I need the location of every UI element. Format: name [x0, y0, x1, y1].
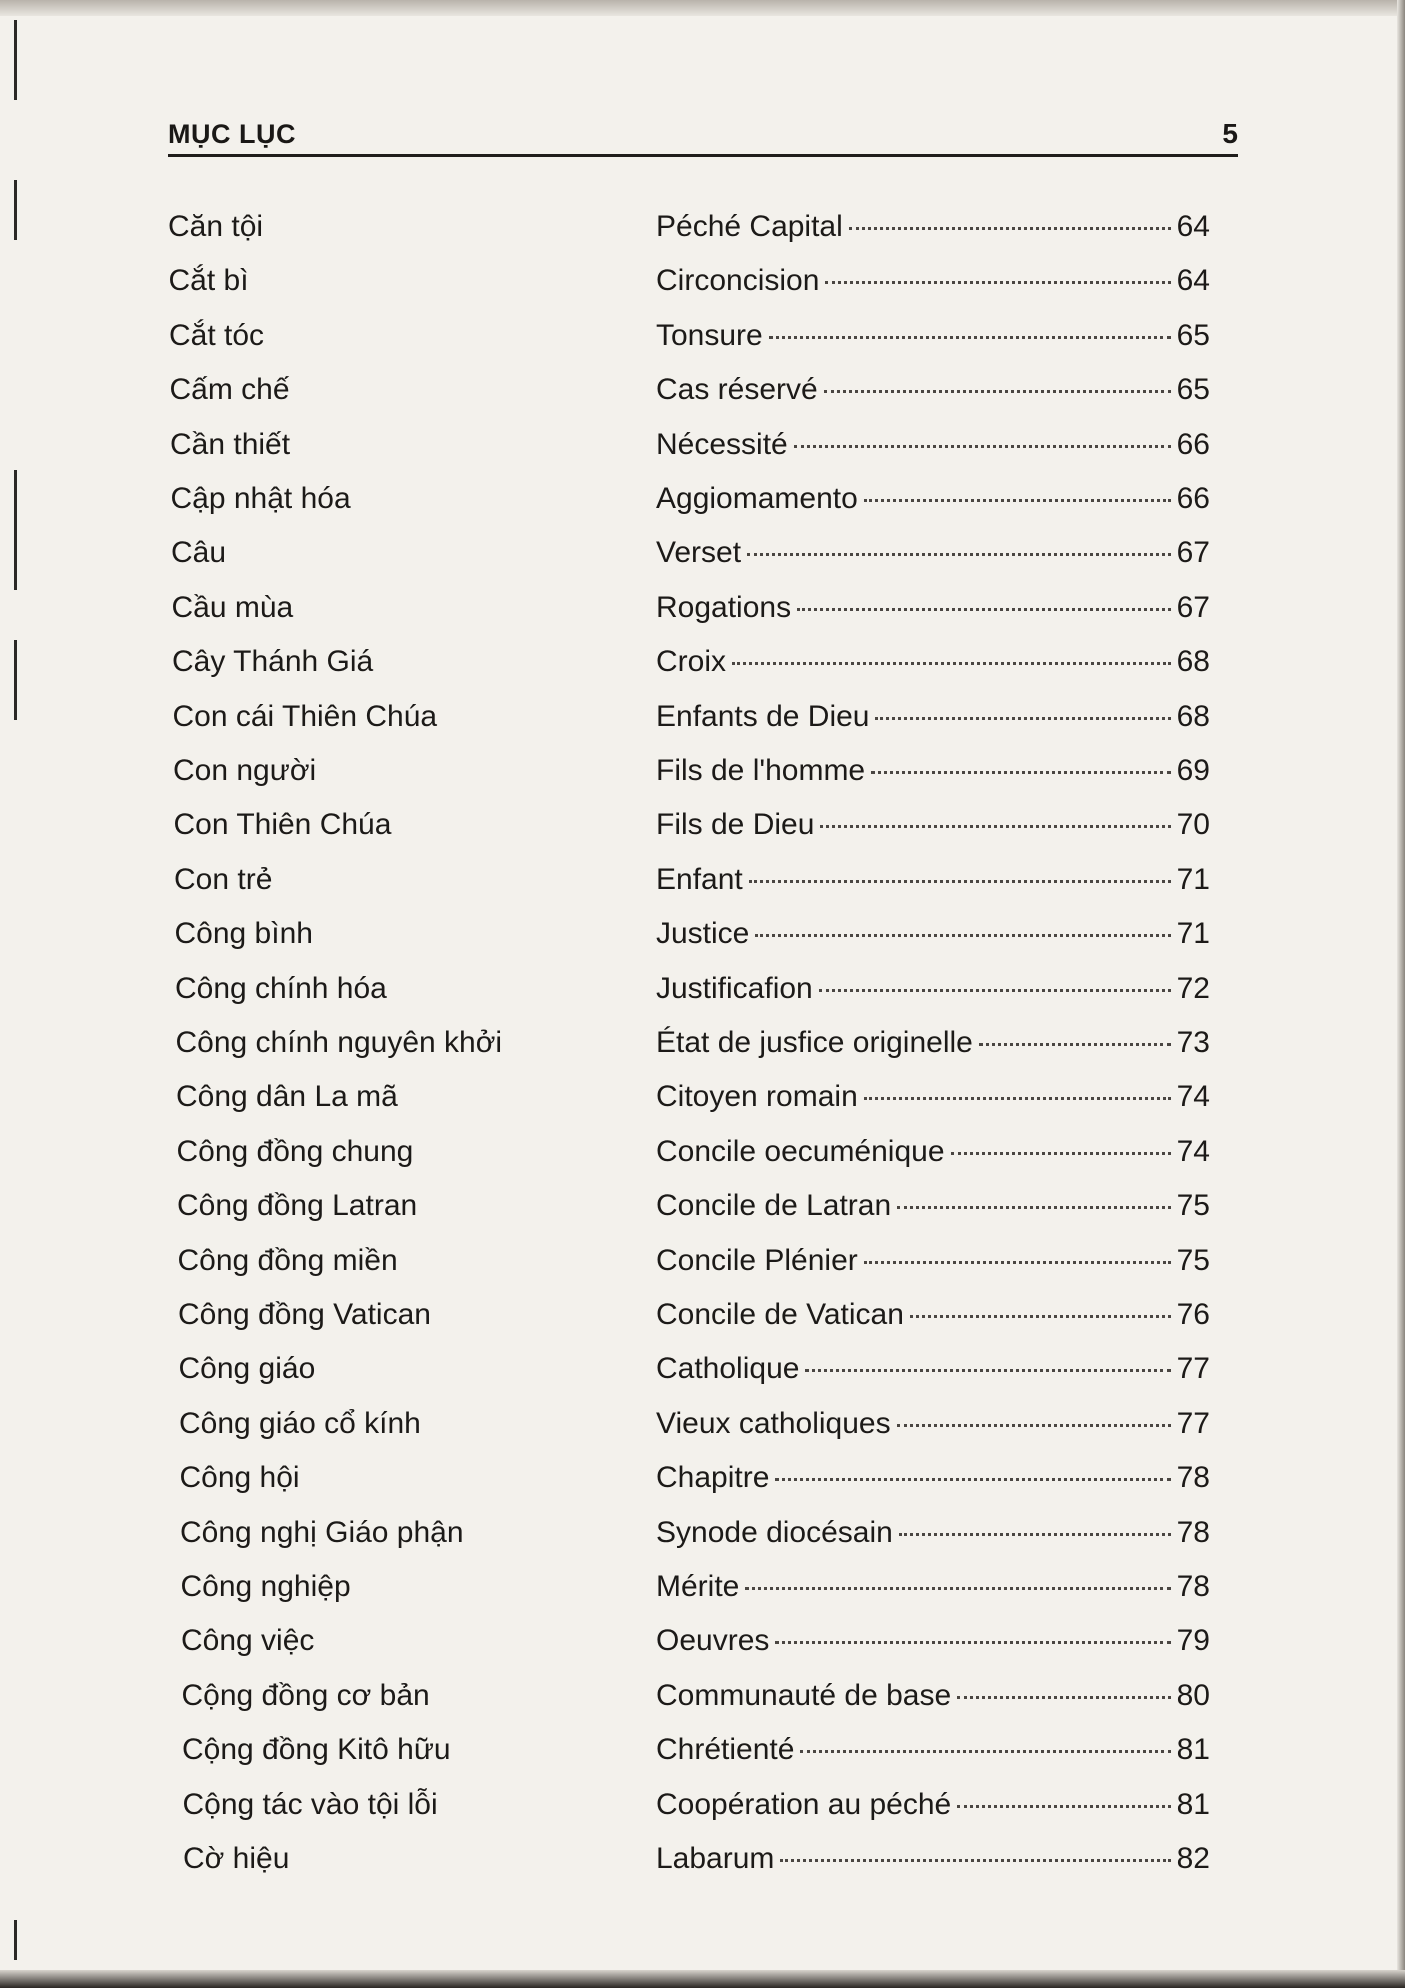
vietnamese-term: Công hội [179, 1461, 300, 1495]
dot-leader [979, 1043, 1171, 1046]
page-ref: 78 [1176, 1515, 1210, 1549]
toc-row [0, 1026, 1405, 1066]
dot-leader [957, 1696, 1170, 1699]
french-entry [656, 972, 1210, 1006]
toc-row [0, 1788, 1405, 1828]
toc-row [0, 428, 1405, 468]
french-term: Justificafion [656, 971, 813, 1005]
dot-leader [897, 1206, 1170, 1209]
page-ref: 65 [1176, 373, 1210, 407]
dot-leader [819, 989, 1171, 992]
french-entry [656, 1624, 1210, 1658]
dot-leader [794, 445, 1171, 448]
french-term: Mérite [656, 1570, 740, 1603]
vietnamese-term: Cộng tác vào tội lỗi [182, 1787, 438, 1821]
toc-row [0, 1352, 1405, 1392]
dot-leader [805, 1369, 1170, 1372]
page-ref: 80 [1176, 1678, 1210, 1712]
vietnamese-term: Con người [173, 754, 317, 787]
page-ref: 74 [1176, 1080, 1210, 1114]
page-ref: 65 [1176, 318, 1210, 352]
toc-row [0, 210, 1405, 250]
page-ref: 78 [1176, 1570, 1210, 1603]
french-term: Fils de l'homme [656, 754, 866, 787]
toc-row [0, 808, 1405, 848]
dot-leader [864, 499, 1171, 502]
vietnamese-term: Công dân La mã [176, 1080, 398, 1114]
french-term: Concile Plénier [656, 1243, 858, 1277]
french-entry [656, 1135, 1210, 1169]
french-term: Justice [656, 917, 750, 951]
french-entry [656, 373, 1210, 407]
page-ref: 76 [1176, 1298, 1210, 1331]
french-entry [656, 482, 1210, 516]
page-ref: 71 [1176, 917, 1210, 951]
french-term: Verset [656, 536, 742, 570]
french-term: Enfant [656, 862, 743, 896]
dot-leader [797, 608, 1171, 611]
toc-row [0, 917, 1405, 957]
page-ref: 72 [1176, 971, 1210, 1005]
toc-row [0, 1298, 1405, 1338]
french-term: Concile de Vatican [656, 1298, 904, 1331]
vietnamese-term: Cần thiết [170, 427, 291, 461]
vietnamese-term: Công chính hóa [175, 971, 387, 1005]
french-term: Vieux catholiques [656, 1406, 891, 1440]
toc-row [0, 1570, 1405, 1610]
page-ref: 69 [1176, 754, 1210, 787]
french-entry [656, 536, 1210, 570]
toc-row [0, 319, 1405, 359]
french-entry [656, 863, 1210, 897]
french-entry [656, 1733, 1210, 1767]
dot-leader [910, 1315, 1171, 1318]
french-term: Citoyen romain [656, 1080, 858, 1114]
page-ref: 75 [1176, 1243, 1210, 1277]
vietnamese-term: Công việc [181, 1624, 315, 1658]
french-term: Aggiomamento [656, 482, 858, 515]
dot-leader [747, 553, 1171, 556]
vietnamese-term: Con trẻ [174, 862, 273, 896]
vietnamese-term: Căn tội [168, 210, 264, 243]
dot-leader [820, 825, 1170, 828]
french-entry [656, 1352, 1210, 1386]
french-entry [656, 1842, 1210, 1876]
vietnamese-term: Cộng đồng cơ bản [181, 1678, 430, 1712]
toc-row [0, 700, 1405, 740]
page-ref: 64 [1176, 210, 1210, 243]
dot-leader [775, 1478, 1170, 1481]
toc-row [0, 373, 1405, 413]
french-entry [656, 808, 1210, 842]
page-ref: 81 [1176, 1787, 1210, 1821]
page-bottom-edge [0, 1970, 1405, 1988]
binding-line [14, 20, 17, 100]
french-entry [656, 1570, 1210, 1604]
page-ref: 68 [1176, 699, 1210, 733]
page-ref: 66 [1176, 427, 1210, 461]
french-term: Concile de Latran [656, 1189, 892, 1223]
french-entry [656, 1189, 1210, 1223]
french-entry [656, 1461, 1210, 1495]
dot-leader [825, 281, 1170, 284]
dot-leader [769, 336, 1171, 339]
page-ref: 82 [1176, 1842, 1210, 1875]
french-entry [656, 1407, 1210, 1441]
french-entry [656, 1679, 1210, 1713]
page-ref: 67 [1176, 590, 1210, 624]
toc-row [0, 1407, 1405, 1447]
french-entry [656, 1080, 1210, 1114]
toc-row [0, 972, 1405, 1012]
dot-leader [800, 1750, 1170, 1753]
french-term: Chapitre [656, 1461, 770, 1495]
page-ref: 79 [1176, 1624, 1210, 1658]
vietnamese-term: Con cái Thiên Chúa [172, 699, 438, 733]
dot-leader [824, 390, 1171, 393]
french-term: Fils de Dieu [656, 808, 815, 842]
dot-leader [745, 1587, 1170, 1590]
french-entry [656, 645, 1210, 679]
dot-leader [849, 227, 1171, 230]
dot-leader [780, 1859, 1170, 1862]
dot-leader [875, 717, 1170, 720]
vietnamese-term: Cập nhật hóa [170, 482, 351, 515]
toc-row [0, 1244, 1405, 1284]
french-term: Nécessité [656, 427, 788, 461]
french-term: Chrétienté [656, 1733, 795, 1767]
page-ref: 81 [1176, 1733, 1210, 1767]
french-entry [656, 428, 1210, 462]
french-term: Péché Capital [656, 210, 843, 243]
french-entry [656, 210, 1210, 244]
vietnamese-term: Công giáo [178, 1352, 316, 1386]
page-ref: 70 [1176, 808, 1210, 842]
french-entry [656, 700, 1210, 734]
toc-row [0, 1733, 1405, 1773]
french-entry [656, 1298, 1210, 1332]
french-term: Croix [656, 645, 727, 679]
toc-row [0, 1679, 1405, 1719]
vietnamese-term: Cộng đồng Kitô hữu [182, 1733, 451, 1767]
dot-leader [864, 1097, 1171, 1100]
page-ref: 75 [1176, 1189, 1210, 1223]
dot-leader [957, 1805, 1170, 1808]
page-title: MỤC LỤC [168, 119, 296, 149]
vietnamese-term: Công giáo cổ kính [179, 1406, 421, 1440]
french-entry [656, 264, 1210, 298]
page-ref: 64 [1176, 264, 1210, 298]
french-entry [656, 917, 1210, 951]
vietnamese-term: Công đồng Latran [177, 1189, 418, 1223]
page-top-edge [0, 0, 1405, 16]
dot-leader [749, 880, 1171, 883]
toc-row [0, 1624, 1405, 1664]
vietnamese-term: Cờ hiệu [183, 1842, 290, 1875]
french-term: État de jusfice originelle [656, 1026, 973, 1059]
dot-leader [755, 934, 1170, 937]
vietnamese-term: Cầu mùa [171, 590, 294, 624]
page-ref: 73 [1176, 1026, 1210, 1059]
toc-row [0, 1842, 1405, 1882]
dot-leader [951, 1152, 1171, 1155]
vietnamese-term: Con Thiên Chúa [173, 808, 392, 842]
toc-row [0, 1080, 1405, 1120]
page-ref: 78 [1176, 1461, 1210, 1495]
french-entry [656, 319, 1210, 353]
toc-row [0, 1516, 1405, 1556]
toc-row [0, 1135, 1405, 1175]
vietnamese-term: Công chính nguyên khởi [175, 1026, 503, 1059]
french-entry [656, 1788, 1210, 1822]
vietnamese-term: Cắt bì [168, 264, 249, 298]
french-term: Rogations [656, 590, 792, 624]
french-term: Concile oecuménique [656, 1134, 945, 1168]
french-entry [656, 1026, 1210, 1060]
french-term: Tonsure [656, 318, 763, 352]
french-term: Labarum [656, 1842, 775, 1875]
dot-leader [732, 662, 1171, 665]
page-ref: 66 [1176, 482, 1210, 515]
page-header [168, 112, 1238, 157]
french-entry [656, 1244, 1210, 1278]
dot-leader [864, 1261, 1171, 1264]
vietnamese-term: Công bình [174, 917, 313, 951]
dot-leader [871, 771, 1171, 774]
page-ref: 67 [1176, 536, 1210, 570]
vietnamese-term: Công đồng miền [177, 1243, 398, 1277]
toc-row [0, 482, 1405, 522]
toc-row [0, 754, 1405, 794]
vietnamese-term: Cấm chế [169, 373, 290, 407]
french-term: Oeuvres [656, 1624, 770, 1658]
french-term: Enfants de Dieu [656, 699, 870, 733]
french-term: Circoncision [656, 264, 820, 298]
toc-row [0, 1189, 1405, 1229]
binding-line [14, 1920, 17, 1960]
page-ref: 71 [1176, 862, 1210, 896]
french-term: Synode diocésain [656, 1515, 893, 1549]
toc-row [0, 645, 1405, 685]
french-term: Catholique [656, 1352, 800, 1386]
dot-leader [775, 1641, 1170, 1644]
dot-leader [899, 1533, 1171, 1536]
french-term: Communauté de base [656, 1678, 952, 1712]
toc-row [0, 863, 1405, 903]
page-ref: 74 [1176, 1134, 1210, 1168]
toc-row [0, 536, 1405, 576]
french-term: Coopération au péché [656, 1787, 952, 1821]
vietnamese-term: Cắt tóc [169, 318, 265, 352]
french-entry [656, 1516, 1210, 1550]
toc-row [0, 591, 1405, 631]
vietnamese-term: Công đồng chung [176, 1134, 414, 1168]
french-entry [656, 591, 1210, 625]
toc-row [0, 1461, 1405, 1501]
toc-row [0, 264, 1405, 304]
page-ref: 68 [1176, 645, 1210, 679]
vietnamese-term: Công nghị Giáo phận [180, 1515, 464, 1549]
vietnamese-term: Công đồng Vatican [178, 1298, 431, 1331]
dot-leader [897, 1424, 1171, 1427]
french-term: Cas réservé [656, 373, 818, 407]
french-entry [656, 754, 1210, 788]
vietnamese-term: Cây Thánh Giá [172, 645, 374, 679]
vietnamese-term: Câu [171, 536, 227, 570]
vietnamese-term: Công nghiệp [180, 1570, 351, 1603]
page-ref: 77 [1176, 1352, 1210, 1386]
page-ref: 77 [1176, 1406, 1210, 1440]
page-number: 5 [1222, 118, 1238, 149]
